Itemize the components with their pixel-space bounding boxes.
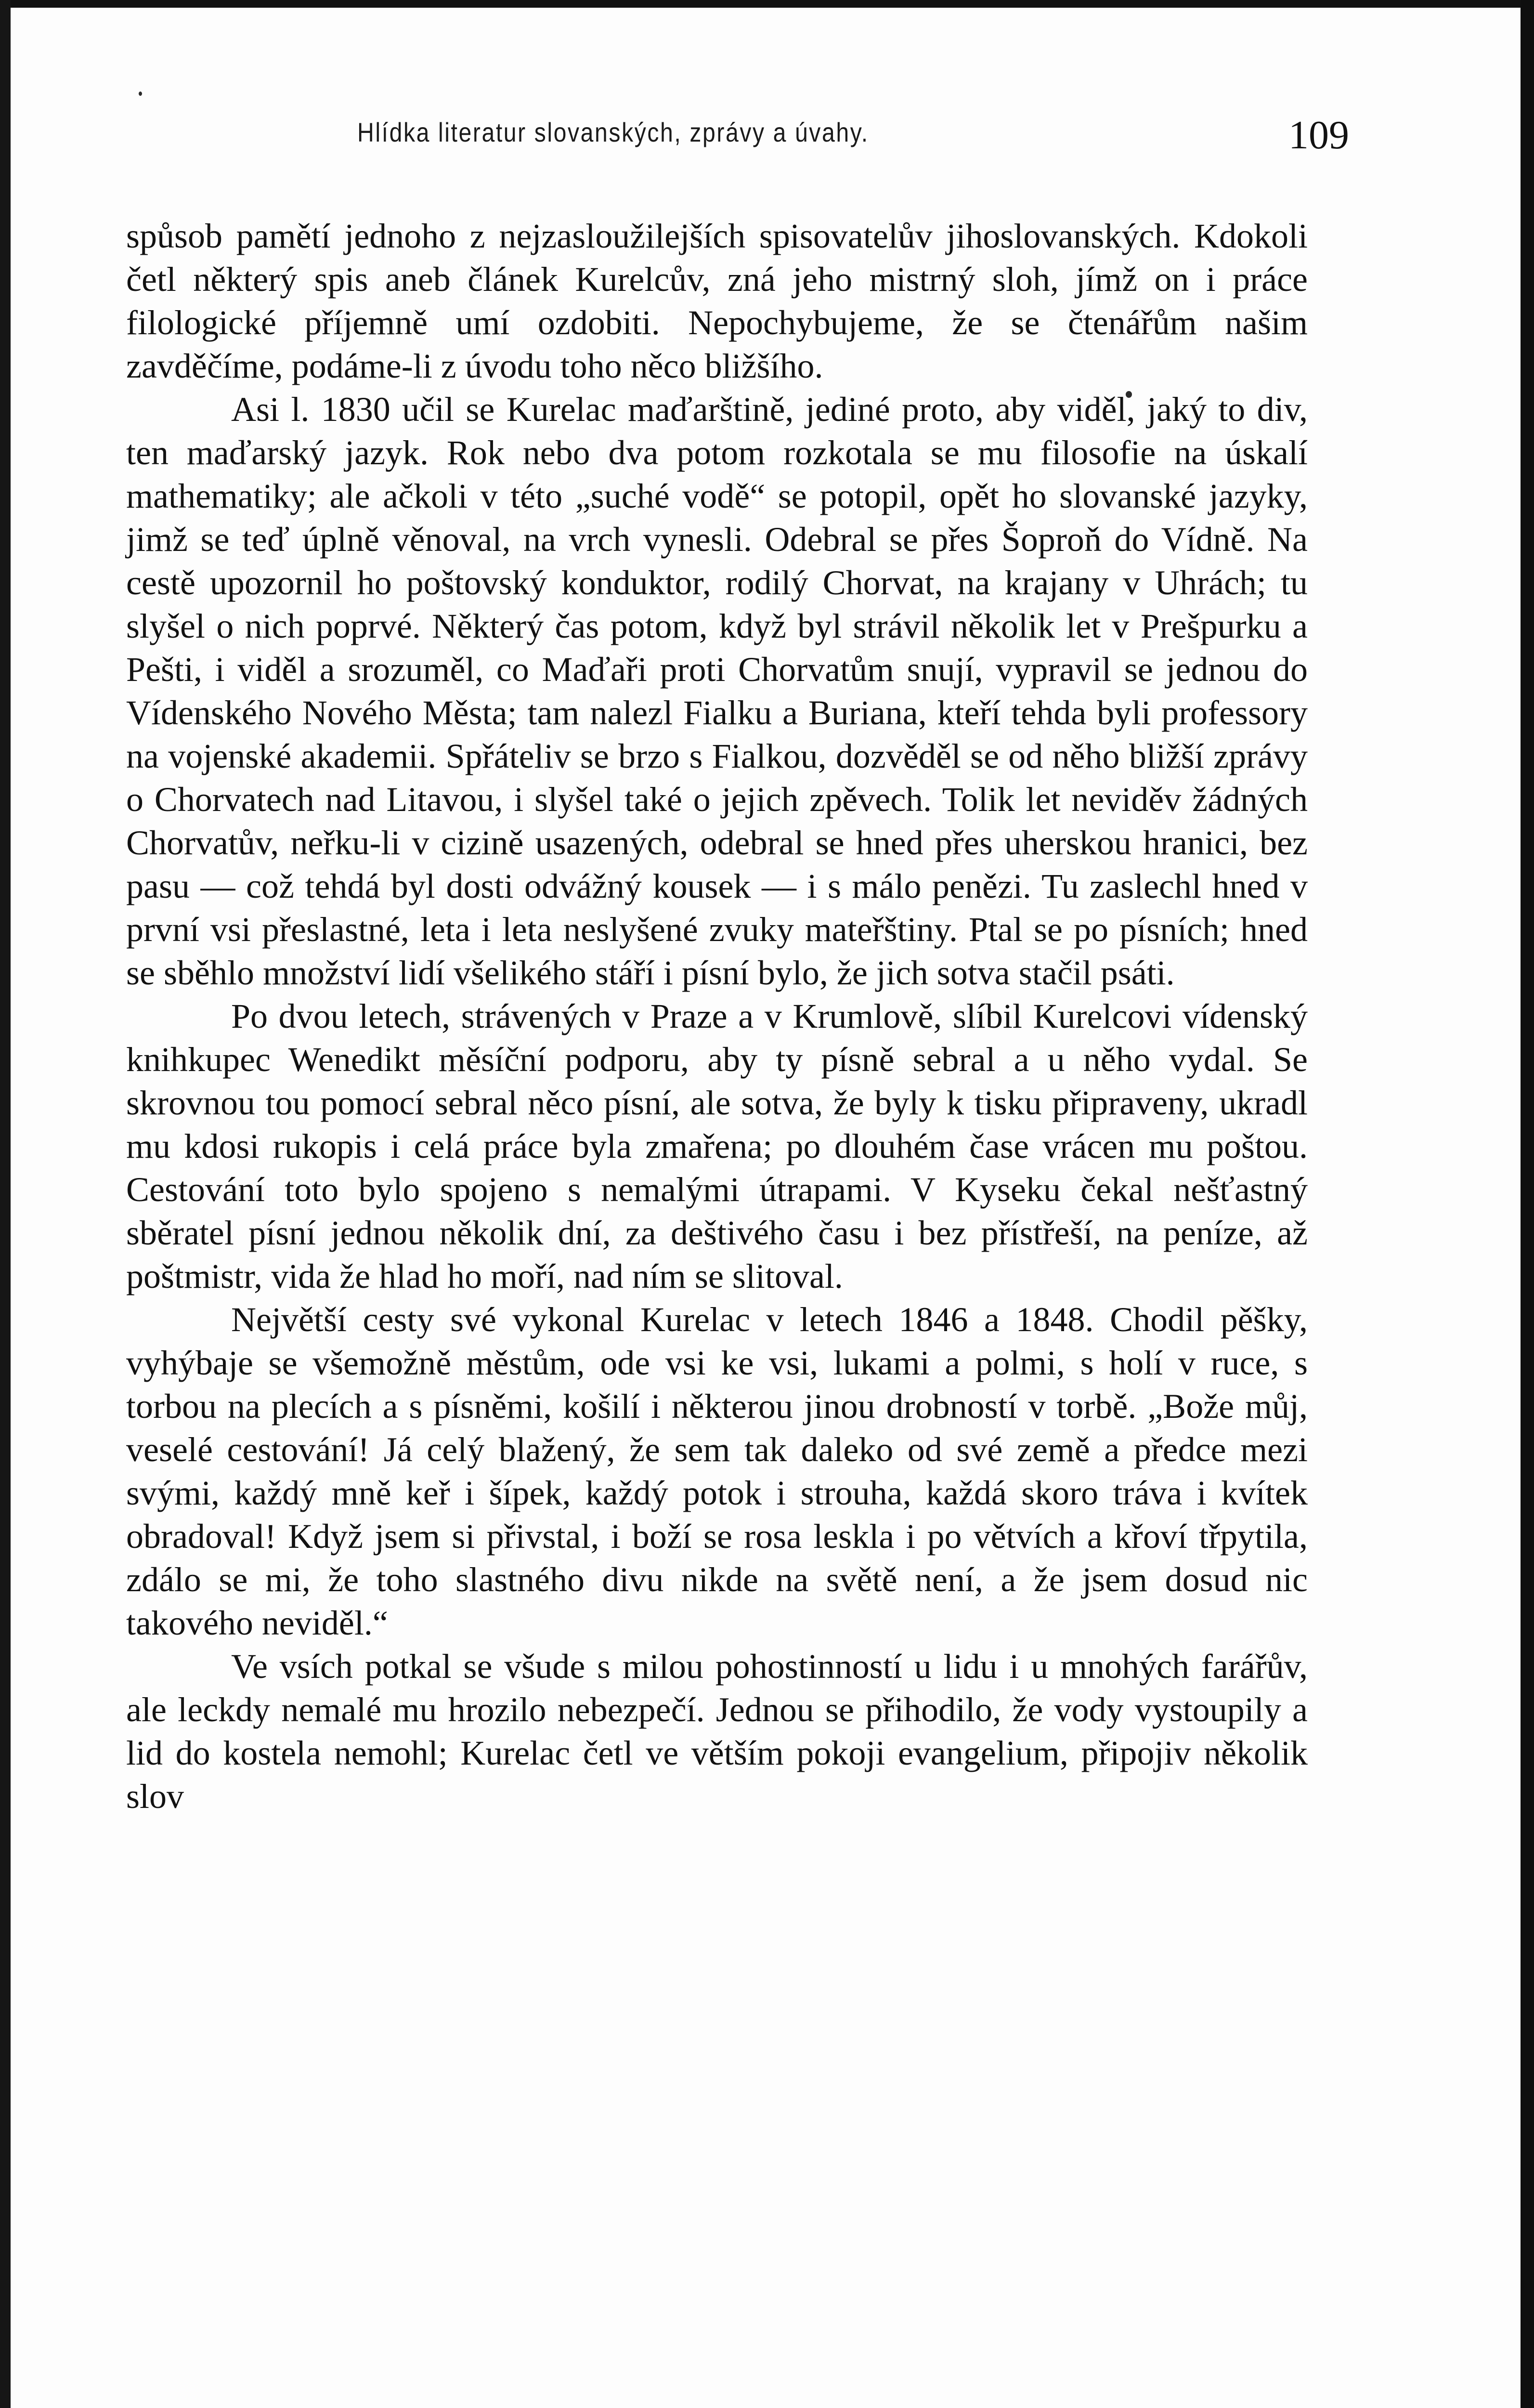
paragraph: Největší cesty své vykonal Kurelac v letech 1846 a 1848. Chodil pěšky, vyhýbaje se všemožně městům, ode vsi ke vsi, lukami a polmi, s holí v ruce, s torbou na plecích a s písněmi, košilí i některou jinou drobností v torbě. „Bože můj, veselé cestování! Já celý blažený, že sem tak daleko od své země a předce mezi svými, každý mně keř i šípek, každý potok i strouha, každá skoro tráva i kvítek obradoval! Když jsem si přivstal, i boží se rosa leskla i po větvích a křoví třpytila, zdálo se mi, že toho slastného divu nikde na světě není, a že jsem dosud nic takového neviděl.“ [126, 1300, 1308, 1642]
scan-border-top [0, 0, 1534, 8]
paragraph: Ve vsích potkal se všude s milou pohostinností u lidu i u mnohých farářův, ale leckdy nemalé mu hrozilo nebezpečí. Jednou se přihodilo, že vody vystoupily a lid do kostela nemohl; Kurelac četl ve větším pokoji evangelium, připojiv několik slov [126, 1647, 1308, 1816]
running-header [126, 112, 1349, 170]
body-text [126, 214, 1308, 1818]
paragraph: Asi l. 1830 učil se Kurelac maďarštině, jediné proto, aby viděl, jaký to div, ten maďarský jazyk. Rok nebo dva potom rozkotala se mu filosofie na úskalí mathematiky; ale ačkoli v této „suché vodě“ se potopil, opět ho slovanské jazyky, jimž se teď úplně věnoval, na vrch vynesli. Odebral se přes Šoproň do Vídně. Na cestě upozornil ho poštovský konduktor, rodilý Chorvat, na krajany v Uhrách; tu slyšel o nich poprvé. Některý čas potom, když byl strávil několik let v Prešpurku a Pešti, i viděl a srozuměl, co Maďaři proti Chorvatům snují, vypravil se jednou do Vídenského Nového Města; tam nalezl Fialku a Buriana, kteří tehda byli professory na vojenské akademii. Spřáteliv se brzo s Fialkou, dozvěděl se od něho bližší zprávy o Chorvatech nad Litavou, i slyšel také o jejich zpěvech. Tolik let neviděv žádných Chorvatův, neřku-li v cizině usazených, odebral se hned přes uherskou hranici, bez pasu — což tehdá byl dosti odvážný kousek — i s málo penězi. Tu zaslechl hned v první vsi přeslastné, leta i leta neslyšené zvuky mateřštiny. Ptal se po písních; hned se sběhlo množství lidí všelikého stáří i písní bylo, že jich sotva stačil psáti. [126, 390, 1308, 992]
scan-border-left [0, 0, 11, 2408]
paragraph: Po dvou letech, strávených v Praze a v Krumlově, slíbil Kurelcovi vídenský knihkupec Wenedikt měsíční podporu, aby ty písně sebral a u něho vydal. Se skrovnou tou pomocí sebral něco písní, ale sotva, že byly k tisku připraveny, ukradl mu kdosi rukopis i celá práce byla zmařena; po dlouhém čase vrácen mu poštou. Cestování toto bylo spojeno s nemalými útrapami. V Kyseku čekal nešťastný sběratel písní jednou několik dní, za deštivého času i bez přístřeší, na peníze, až poštmistr, vida že hlad ho moří, nad ním se slitoval. [126, 997, 1308, 1296]
print-speck [139, 92, 142, 96]
scan-border-right [1521, 0, 1534, 2408]
running-title: Hlídka literatur slovanských, zprávy a úvahy. [357, 117, 869, 147]
paragraph: spůsob pamětí jednoho z nejzasloužilejších spisovatelův jihoslovanských. Kdokoli četl některý spis aneb článek Kurelcův, zná jeho mistrný sloh, jímž on i práce filologické příjemně umí ozdobiti. Nepochybujeme, že se čtenářům našim zavděčíme, podáme-li z úvodu toho něco bližšího. [126, 217, 1308, 385]
page-number: 109 [1288, 113, 1349, 157]
